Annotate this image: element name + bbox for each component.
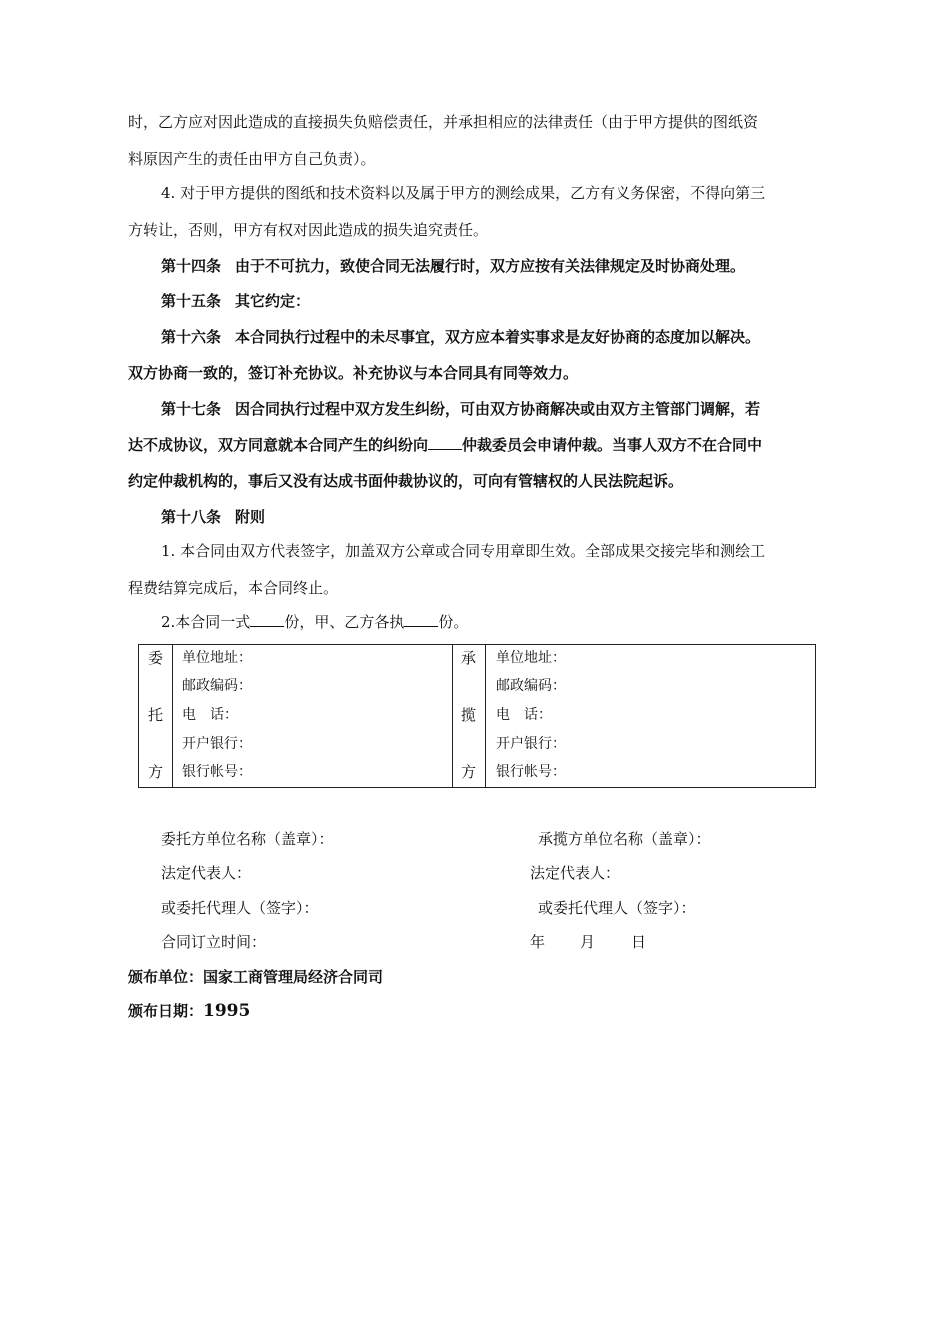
table-divider <box>485 645 486 787</box>
signature-label: 或委托代理人（签字）： <box>161 899 319 917</box>
party-label-char: 托 <box>147 706 163 724</box>
article-text: 仲裁委员会申请仲裁。当事人双方不在合同中 <box>462 436 763 454</box>
article-text: 由于不可抗力，致使合同无法履行时，双方应按有关法律规定及时协商处理。 <box>235 257 746 275</box>
signature-label: 法定代表人： <box>161 864 252 882</box>
signature-label: 合同订立时间： <box>161 933 267 951</box>
article-text: 附则 <box>235 508 266 526</box>
article-text: 其它约定： <box>235 292 311 310</box>
table-divider <box>172 645 173 787</box>
signature-label: 或委托代理人（签字）： <box>538 899 696 917</box>
article-text: 因合同执行过程中双方发生纠纷，可由双方协商解决或由双方主管部门调解，若 <box>235 400 761 418</box>
paragraph-line: 料原因产生的责任由甲方自己负责）。 <box>128 150 376 168</box>
date-month: 月 <box>580 933 596 951</box>
party-label-char: 方 <box>460 763 476 781</box>
article-number: 第十六条 <box>161 328 222 346</box>
signature-label: 承揽方单位名称（盖章）： <box>538 830 711 848</box>
party-info-table <box>138 644 816 788</box>
date-day: 日 <box>631 933 647 951</box>
field-label: 邮政编码： <box>182 678 252 694</box>
paragraph-line <box>161 605 831 640</box>
article-18 <box>161 500 831 535</box>
party-label-char: 承 <box>460 649 476 667</box>
fill-in-blank[interactable] <box>404 610 438 627</box>
article-14 <box>161 249 831 284</box>
date-year: 年 <box>530 933 546 951</box>
article-17 <box>161 392 831 427</box>
signature-label: 委托方单位名称（盖章）： <box>161 830 334 848</box>
article-text: 份。 <box>438 613 469 631</box>
paragraph-line: 时，乙方应对因此造成的直接损失负赔偿责任，并承担相应的法律责任（由于甲方提供的图纸资 <box>128 113 759 131</box>
party-label-char: 委 <box>147 649 163 667</box>
party-label-char: 揽 <box>460 706 476 724</box>
field-label: 单位地址： <box>182 650 252 666</box>
field-label: 电 话： <box>182 707 238 723</box>
article-text: 份，甲、乙方各执 <box>284 613 405 631</box>
paragraph-line: 约定仲裁机构的，事后又没有达成书面仲裁协议的，可向有管辖权的人民法院起诉。 <box>128 472 684 490</box>
issue-date-value: 1995 <box>203 1001 251 1021</box>
fill-in-blank[interactable] <box>250 610 284 627</box>
field-label: 电 话： <box>496 707 552 723</box>
field-label: 邮政编码： <box>496 678 566 694</box>
paragraph-line: 4. 对于甲方提供的图纸和技术资料以及属于甲方的测绘成果，乙方有义务保密，不得向第三 <box>161 184 766 202</box>
article-number: 第十四条 <box>161 257 222 275</box>
field-label: 开户银行： <box>496 736 566 752</box>
article-number: 第十七条 <box>161 400 222 418</box>
field-label: 银行帐号： <box>182 764 252 780</box>
field-label: 单位地址： <box>496 650 566 666</box>
paragraph-line: 方转让，否则，甲方有权对因此造成的损失追究责任。 <box>128 221 489 239</box>
article-text: 本合同执行过程中的未尽事宜，双方应本着实事求是友好协商的态度加以解决。 <box>235 328 761 346</box>
field-label: 银行帐号： <box>496 764 566 780</box>
issuer-line: 颁布单位：国家工商管理局经济合同司 <box>128 968 384 986</box>
issue-date-label: 颁布日期： <box>128 1002 204 1020</box>
field-label: 开户银行： <box>182 736 252 752</box>
issue-date-line <box>128 1000 250 1021</box>
article-text: 2.本合同一式 <box>161 613 251 631</box>
paragraph-line: 1. 本合同由双方代表签字，加盖双方公章或合同专用章即生效。全部成果交接完毕和测绘工 <box>161 542 766 560</box>
signature-label: 法定代表人： <box>530 864 621 882</box>
article-number: 第十五条 <box>161 292 222 310</box>
paragraph-line: 程费结算完成后，本合同终止。 <box>128 579 339 597</box>
fill-in-blank[interactable] <box>428 433 462 450</box>
party-label-char: 方 <box>147 763 163 781</box>
article-text: 达不成协议，双方同意就本合同产生的纠纷向 <box>128 436 429 454</box>
paragraph-line <box>128 428 828 463</box>
article-number: 第十八条 <box>161 508 222 526</box>
article-15 <box>161 284 831 319</box>
paragraph-line: 双方协商一致的，签订补充协议。补充协议与本合同具有同等效力。 <box>128 364 579 382</box>
article-16 <box>161 320 831 355</box>
